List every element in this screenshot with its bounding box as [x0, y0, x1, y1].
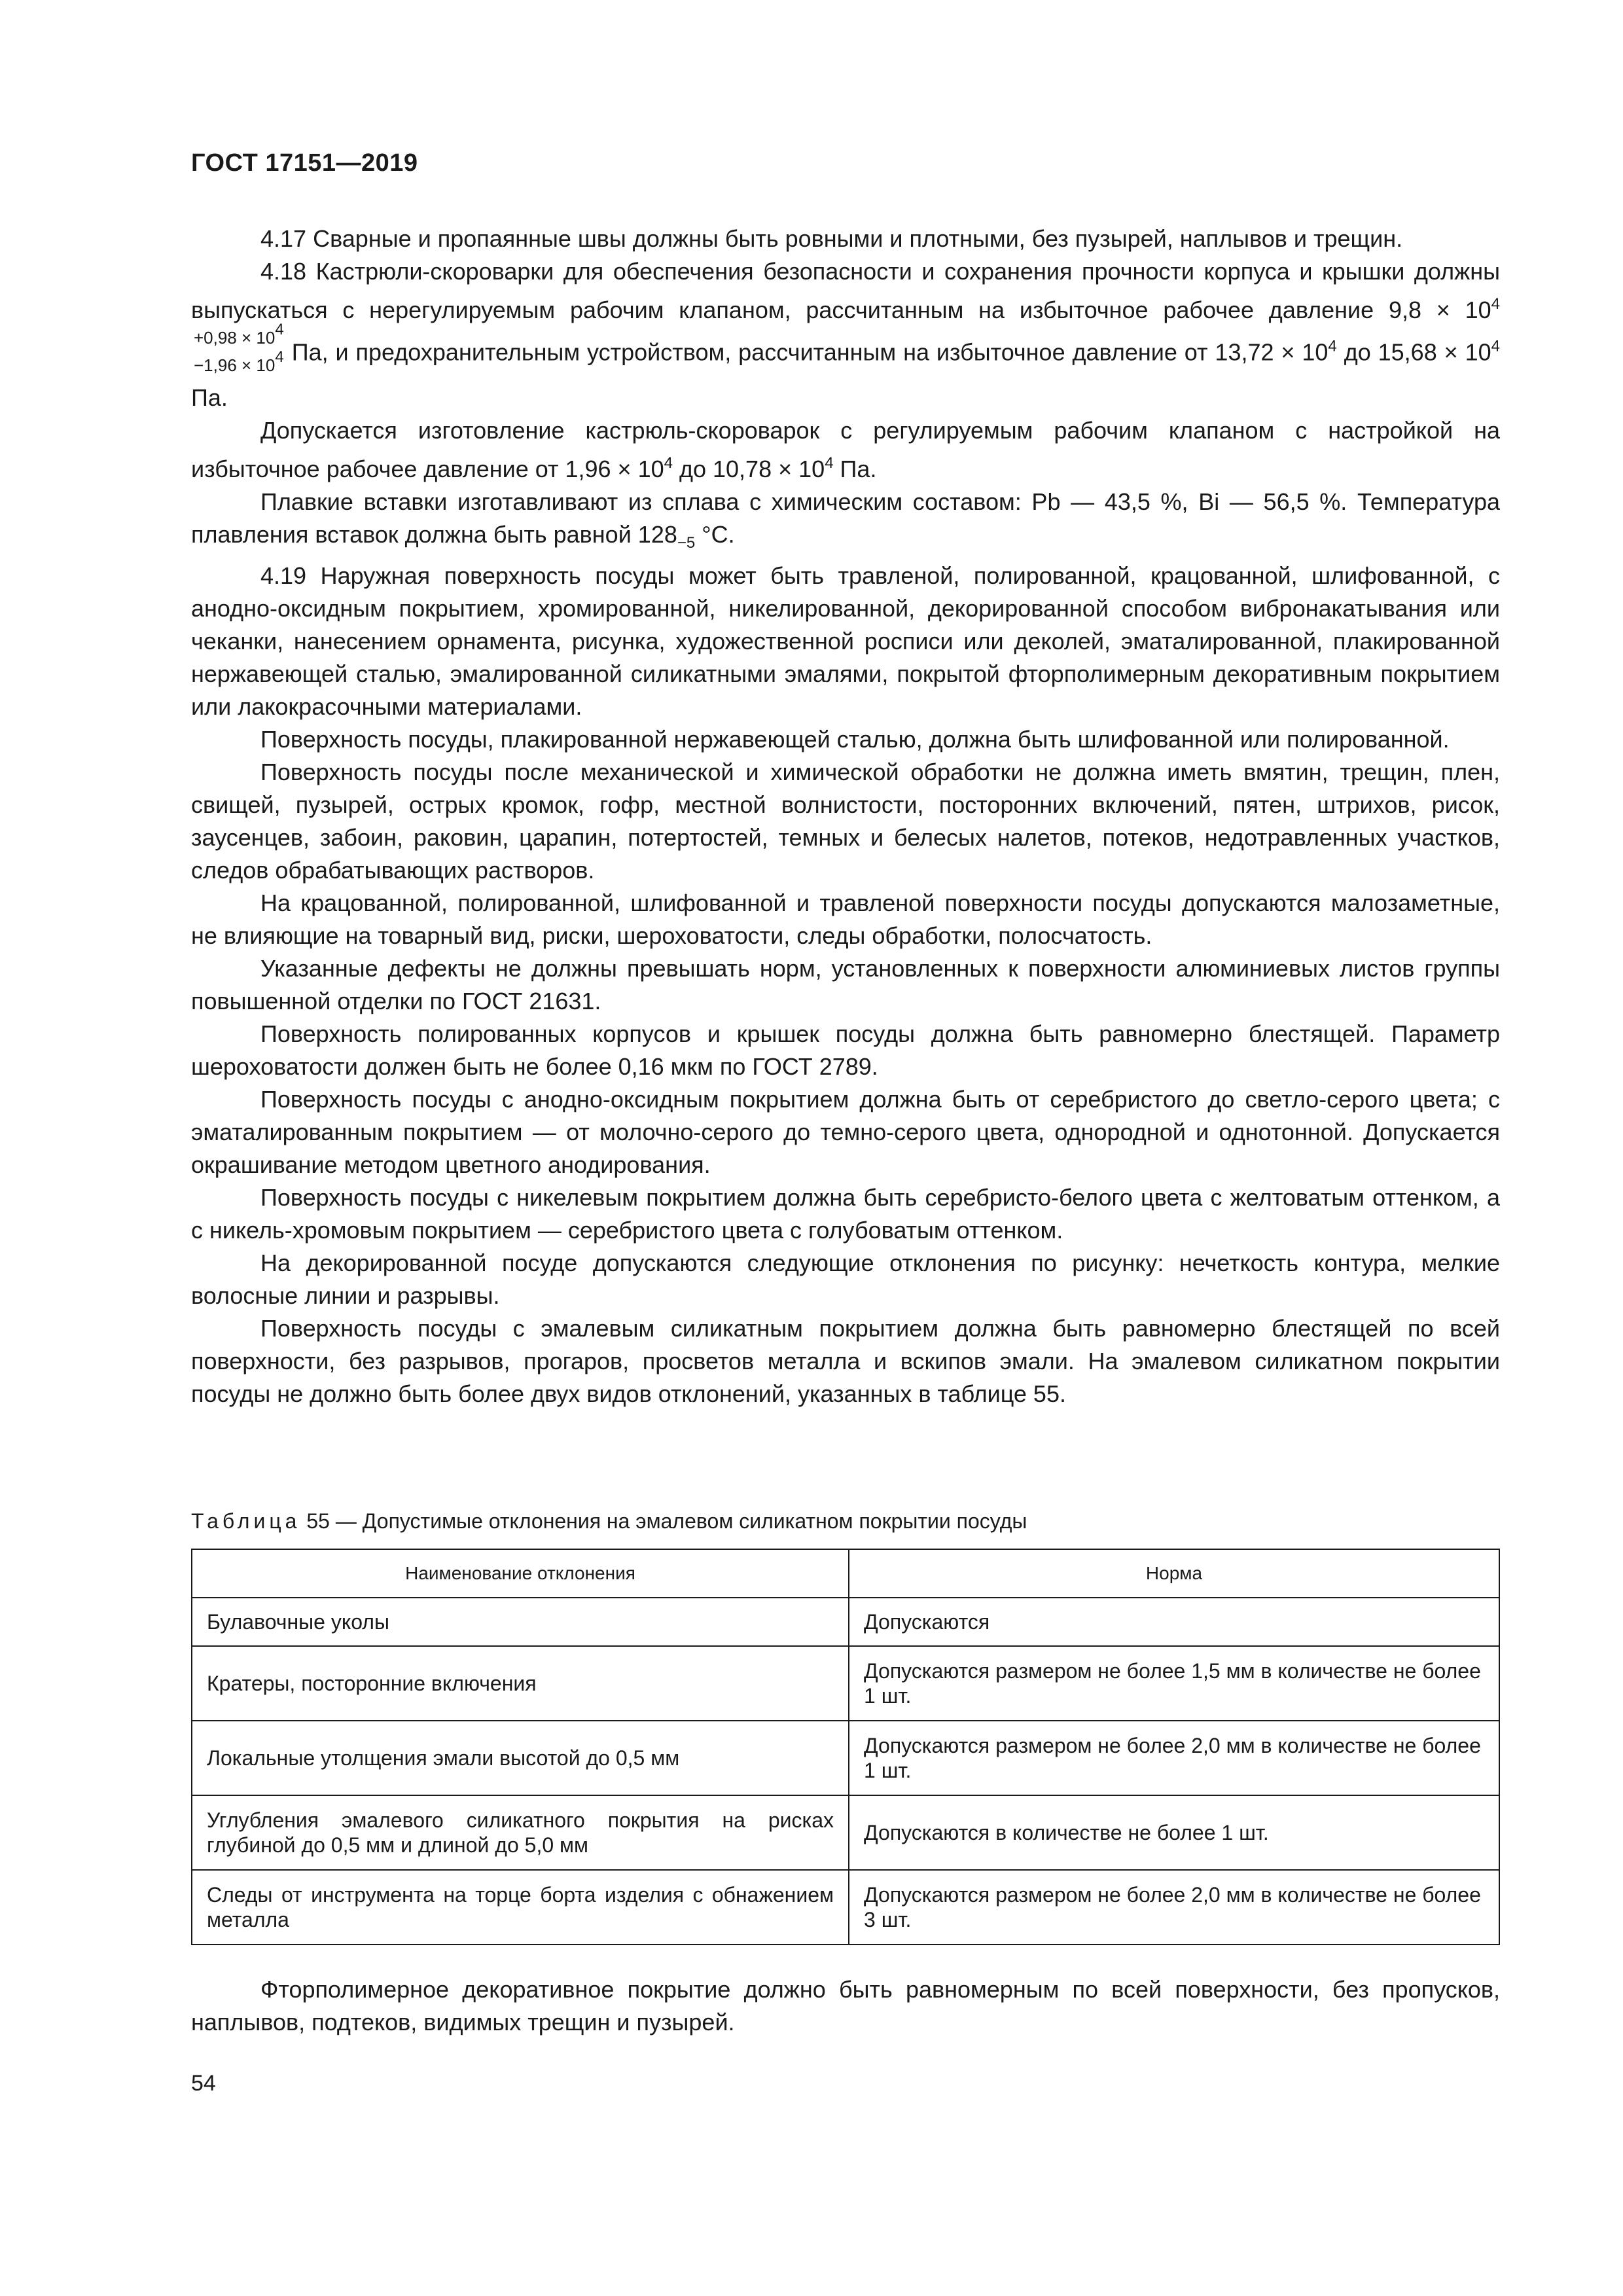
table-cell-norm: Допускаются размером не более 2,0 мм в количестве не более 1 шт.	[849, 1721, 1499, 1795]
exponent: 4	[1491, 295, 1500, 313]
tolerance-upper: $+0,98 \times 10^4$	[194, 321, 284, 348]
paragraph-enamel-coating: Поверхность посуды с эмалевым силикатным покрытием должна быть равномерно блестящей по всей поверхности, без разрывов, прогаров, просветов металла и вскипов эмали. На эмалевом силикатном покрытии посуды не должно быть более двух видов отклонений, указанных в таблице 55.	[191, 1315, 1500, 1408]
paragraph-anodic-coating: Поверхность посуды с анодно-оксидным покрытием должна быть от серебристого до светло-серого цвета; с эматалированным покрытием — от молочно-серого до темно-серого цвета, однородной и однотонной. Допускается окрашивание методом цветного анодирования.	[191, 1086, 1500, 1179]
tolerance-lower: $-1,96 \times 10^4$	[194, 348, 284, 375]
table-cell-norm: Допускаются	[849, 1598, 1499, 1646]
table-cell-norm: Допускаются в количестве не более 1 шт.	[849, 1795, 1499, 1870]
paragraph-surface-defects: Поверхность посуды после механической и химической обработки не должна иметь вмятин, трещин, плен, свищей, пузырей, острых кромок, гофр, местной волнистости, посторонних включений, пятен, штрихов, рисок, заусенцев, забоин, раковин, царапин, потертостей, темных и белесых налетов, потеков, недотравленных участков, следов обрабатывающих растворов.	[191, 759, 1500, 884]
table-row	[192, 1870, 1499, 1945]
table-cell-deviation: Локальные утолщения эмали высотой до 0,5 мм	[192, 1721, 849, 1795]
paragraph-defect-norms: Указанные дефекты не должны превышать норм, установленных к поверхности алюминиевых листов группы повышенной отделки по ГОСТ 21631.	[191, 955, 1500, 1015]
text-run: Па, и предохранительным устройством, рассчитанным на избыточное давление от 13,72 × 10	[291, 338, 1329, 366]
deviations-table	[191, 1549, 1500, 1945]
paragraph-polished-surface: Поверхность полированных корпусов и крышек посуды должна быть равномерно блестящей. Параметр шероховатости должен быть не более 0,16 мкм по ГОСТ 2789.	[191, 1020, 1500, 1081]
body-text	[191, 223, 1500, 1410]
text-run: до 15,68 × 10	[1336, 338, 1491, 366]
table-row	[192, 1598, 1499, 1646]
column-header-norm: Норма	[849, 1549, 1499, 1598]
table-row	[192, 1795, 1499, 1870]
closing-paragraph	[191, 1973, 1500, 2039]
table-header-row	[192, 1549, 1499, 1598]
column-header-deviation: Наименование отклонения	[192, 1549, 849, 1598]
table-cell-norm: Допускаются размером не более 2,0 мм в количестве не более 3 шт.	[849, 1870, 1499, 1945]
paragraph-fluoropolymer: Фторполимерное декоративное покрытие должно быть равномерным по всей поверхности, без пропусков, наплывов, подтеков, видимых трещин и пузырей.	[191, 1976, 1500, 2036]
table-row	[192, 1721, 1499, 1795]
paragraph-adjustable-valve: Допускается изготовление кастрюль-скороварок с регулируемым рабочим клапаном с настройкой на избыточное рабочее давление от $1,96 \times 10^4$ до $10,78 \times 10^4$ Па.	[191, 417, 1500, 482]
paragraph-clad-surface: Поверхность посуды, плакированной нержавеющей сталью, должна быть шлифованной или полированной.	[260, 726, 1450, 753]
paragraph-allowed-marks: На крацованной, полированной, шлифованной и травленой поверхности посуды допускаются малозаметные, не влияющие на товарный вид, риски, шероховатости, следы обработки, полосчатость.	[191, 889, 1500, 950]
paragraph-fusible-inserts: Плавкие вставки изготавливают из сплава с химическим составом: Pb — 43,5 %, Bi — 56,5 %. Температура плавления вставок должна быть равной $128_{-5}$ °С.	[191, 488, 1500, 552]
table-caption	[191, 1509, 1027, 1534]
text-run: Па.	[191, 384, 228, 411]
table-caption-text: 55 — Допустимые отклонения на эмалевом силикатном покрытии посуды	[300, 1509, 1027, 1533]
table-caption-label: Таблица	[191, 1509, 301, 1533]
paragraph-nickel-coating: Поверхность посуды с никелевым покрытием должна быть серебристо-белого цвета с желтоватым оттенком, а с никель-хромовым покрытием — серебристого цвета с голубоватым оттенком.	[191, 1184, 1500, 1244]
table-cell-norm: Допускаются размером не более 1,5 мм в количестве не более 1 шт.	[849, 1646, 1499, 1721]
paragraph-4-18	[191, 255, 1500, 414]
table-cell-deviation: Булавочные уколы	[192, 1598, 849, 1646]
page-number: 54	[191, 2071, 216, 2096]
table-cell-deviation: Кратеры, посторонние включения	[192, 1646, 849, 1721]
table-row	[192, 1646, 1499, 1721]
text-run: 4.18 Кастрюли-скороварки для обеспечения безопасности и сохранения прочности корпуса и крышки должны выпускаться с нерегулируемым рабочим клапаном, рассчитанным на избыточное рабочее давление 9,8 × 10	[191, 258, 1500, 323]
pressure-tolerance	[194, 320, 284, 375]
document-header: ГОСТ 17151—2019	[191, 149, 418, 177]
exponent: 4	[1491, 337, 1500, 355]
paragraph-decorated-ware: На декорированной посуде допускаются следующие отклонения по рисунку: нечеткость контура, мелкие волосные линии и разрывы.	[191, 1249, 1500, 1310]
exponent: 4	[1328, 337, 1337, 355]
paragraph-4-17: 4.17 Сварные и пропаянные швы должны быть ровными и плотными, без пузырей, наплывов и трещин.	[260, 225, 1403, 252]
table-cell-deviation: Следы от инструмента на торце борта изделия с обнажением металла	[192, 1870, 849, 1945]
paragraph-4-19: 4.19 Наружная поверхность посуды может быть травленой, полированной, крацованной, шлифованной, с анодно-оксидным покрытием, хромированной, никелированной, декорированной способом вибронакатывания или чеканки, нанесением орнамента, рисунка, художественной росписи или деколей, эматалированной, плакированной нержавеющей сталью, эмалированной силикатными эмалями, покрытой фторполимерным декоративным покрытием или лакокрасочными материалами.	[191, 562, 1500, 721]
table-cell-deviation: Углубления эмалевого силикатного покрытия на рисках глубиной до 0,5 мм и длиной до 5,0 мм	[192, 1795, 849, 1870]
